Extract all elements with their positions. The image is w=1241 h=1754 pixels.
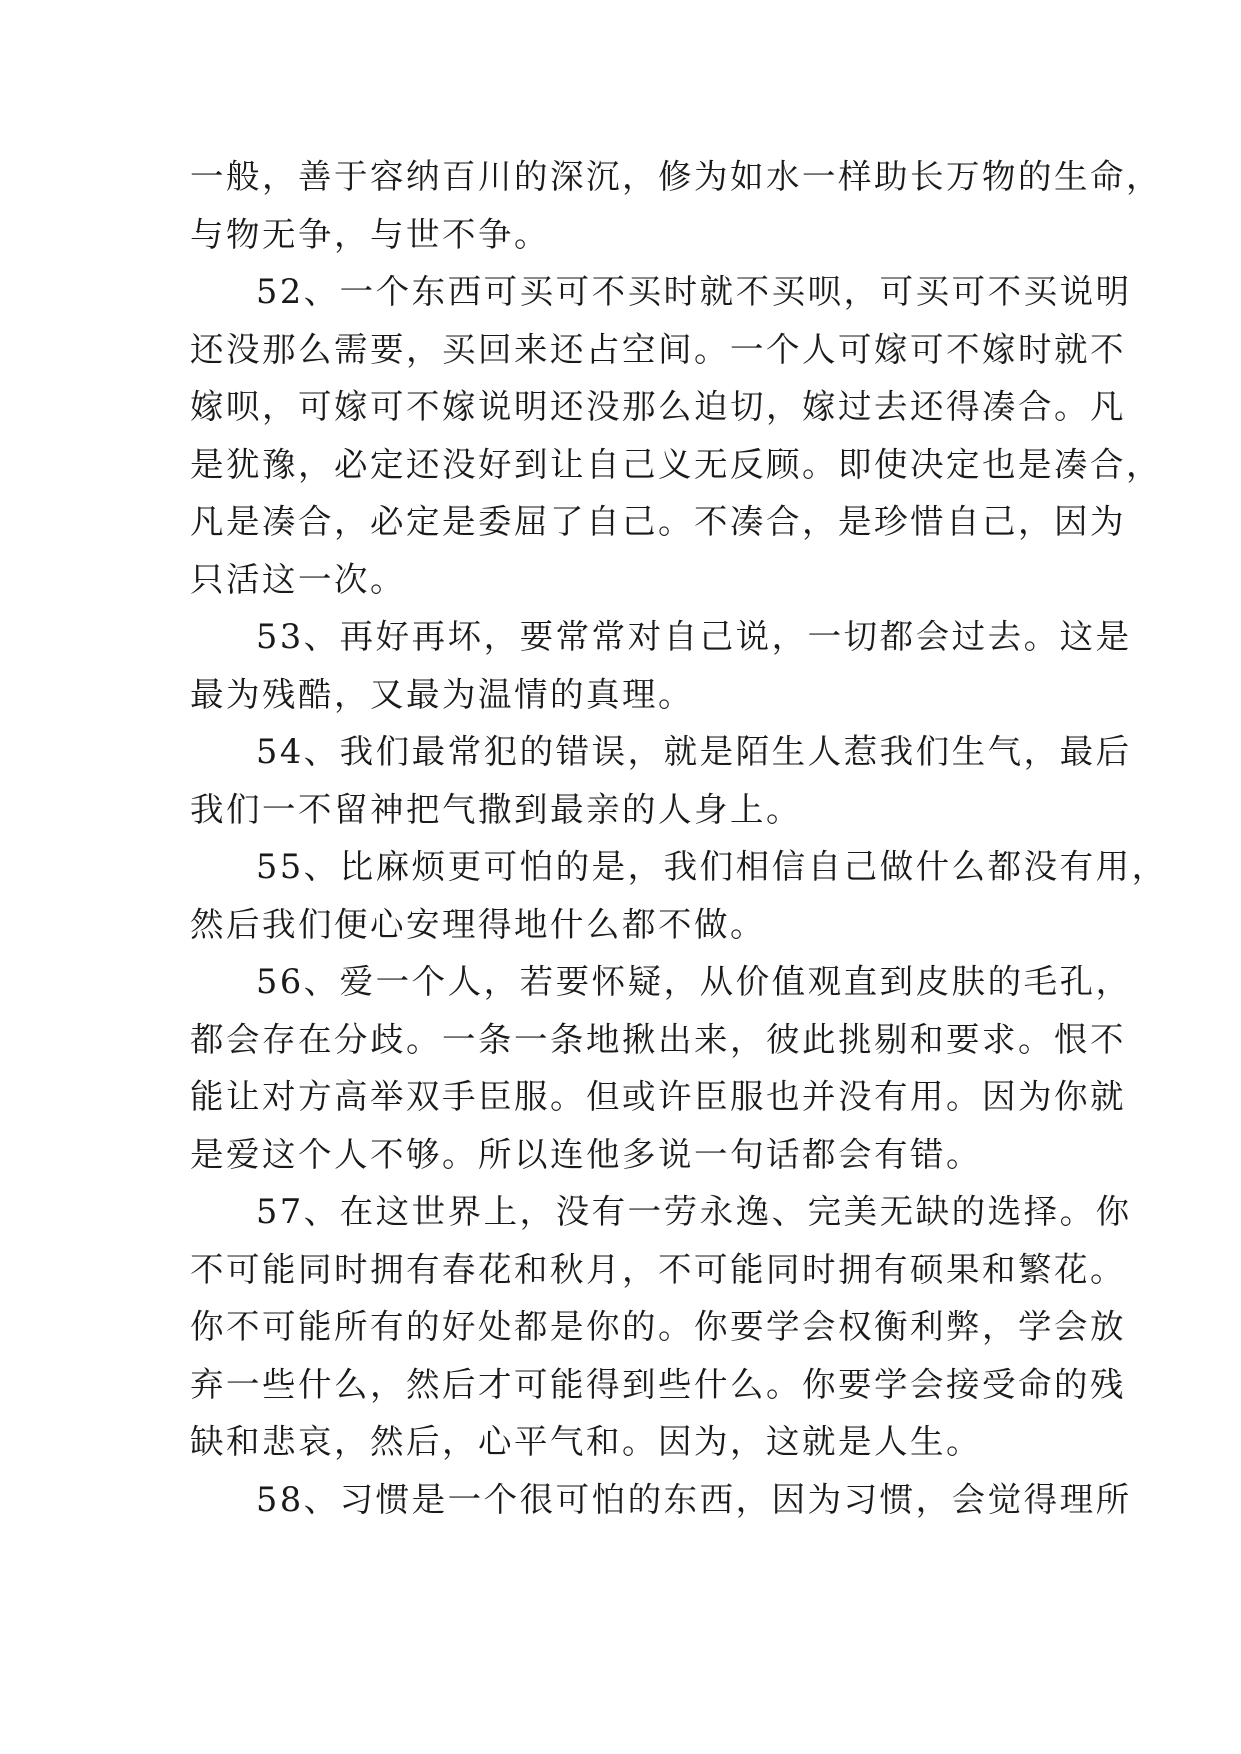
text-line: 我们一不留神把气撒到最亲的人身上。: [190, 789, 802, 829]
text-line: 是犹豫，必定还没好到让自己义无反顾。即使决定也是凑合，: [190, 444, 1162, 484]
text-line: 最为残酷，又最为温情的真理。: [190, 674, 694, 714]
text-line: 还没那么需要，买回来还占空间。一个人可嫁可不嫁时就不: [190, 329, 1126, 369]
text-line: 都会存在分歧。一条一条地揪出来，彼此挑剔和要求。恨不: [190, 1019, 1126, 1059]
text-line: 与物无争，与世不争。: [190, 214, 550, 254]
paragraph-first-line: 54、我们最常犯的错误，就是陌生人惹我们生气，最后: [256, 732, 1132, 771]
text-line: 缺和悲哀，然后，心平气和。因为，这就是人生。: [190, 1422, 982, 1461]
paragraph-first-line: 56、爱一个人，若要怀疑，从价值观直到皮肤的毛孔，: [256, 962, 1132, 1001]
text-line: 能让对方高举双手臣服。但或许臣服也并没有用。因为你就: [190, 1077, 1126, 1116]
paragraph-first-line: 58、习惯是一个很可怕的东西，因为习惯，会觉得理所: [256, 1479, 1132, 1519]
paragraph-first-line: 53、再好再坏，要常常对自己说，一切都会过去。这是: [256, 617, 1132, 656]
text-line: 嫁呗，可嫁可不嫁说明还没那么迫切，嫁过去还得凑合。凡: [190, 387, 1126, 426]
text-line: 不可能同时拥有春花和秋月，不可能同时拥有硕果和繁花。: [190, 1249, 1126, 1289]
paragraph-first-line: 57、在这世界上，没有一劳永逸、完美无缺的选择。你: [256, 1192, 1132, 1231]
text-line: 只活这一次。: [190, 559, 406, 599]
text-line: 是爱这个人不够。所以连他多说一句话都会有错。: [190, 1134, 982, 1174]
text-line: 然后我们便心安理得地什么都不做。: [190, 904, 766, 944]
paragraph-first-line: 52、一个东西可买可不买时就不买呗，可买可不买说明: [256, 272, 1132, 311]
text-line: 一般，善于容纳百川的深沉，修为如水一样助长万物的生命，: [190, 157, 1162, 196]
text-line: 弃一些什么，然后才可能得到些什么。你要学会接受命的残: [190, 1364, 1126, 1404]
text-line: 你不可能所有的好处都是你的。你要学会权衡利弊，学会放: [190, 1307, 1126, 1346]
paragraph-first-line: 55、比麻烦更可怕的是，我们相信自己做什么都没有用，: [256, 847, 1168, 886]
body-text: [190, 148, 1168, 1528]
text-line: 凡是凑合，必定是委屈了自己。不凑合，是珍惜自己，因为: [190, 502, 1126, 541]
